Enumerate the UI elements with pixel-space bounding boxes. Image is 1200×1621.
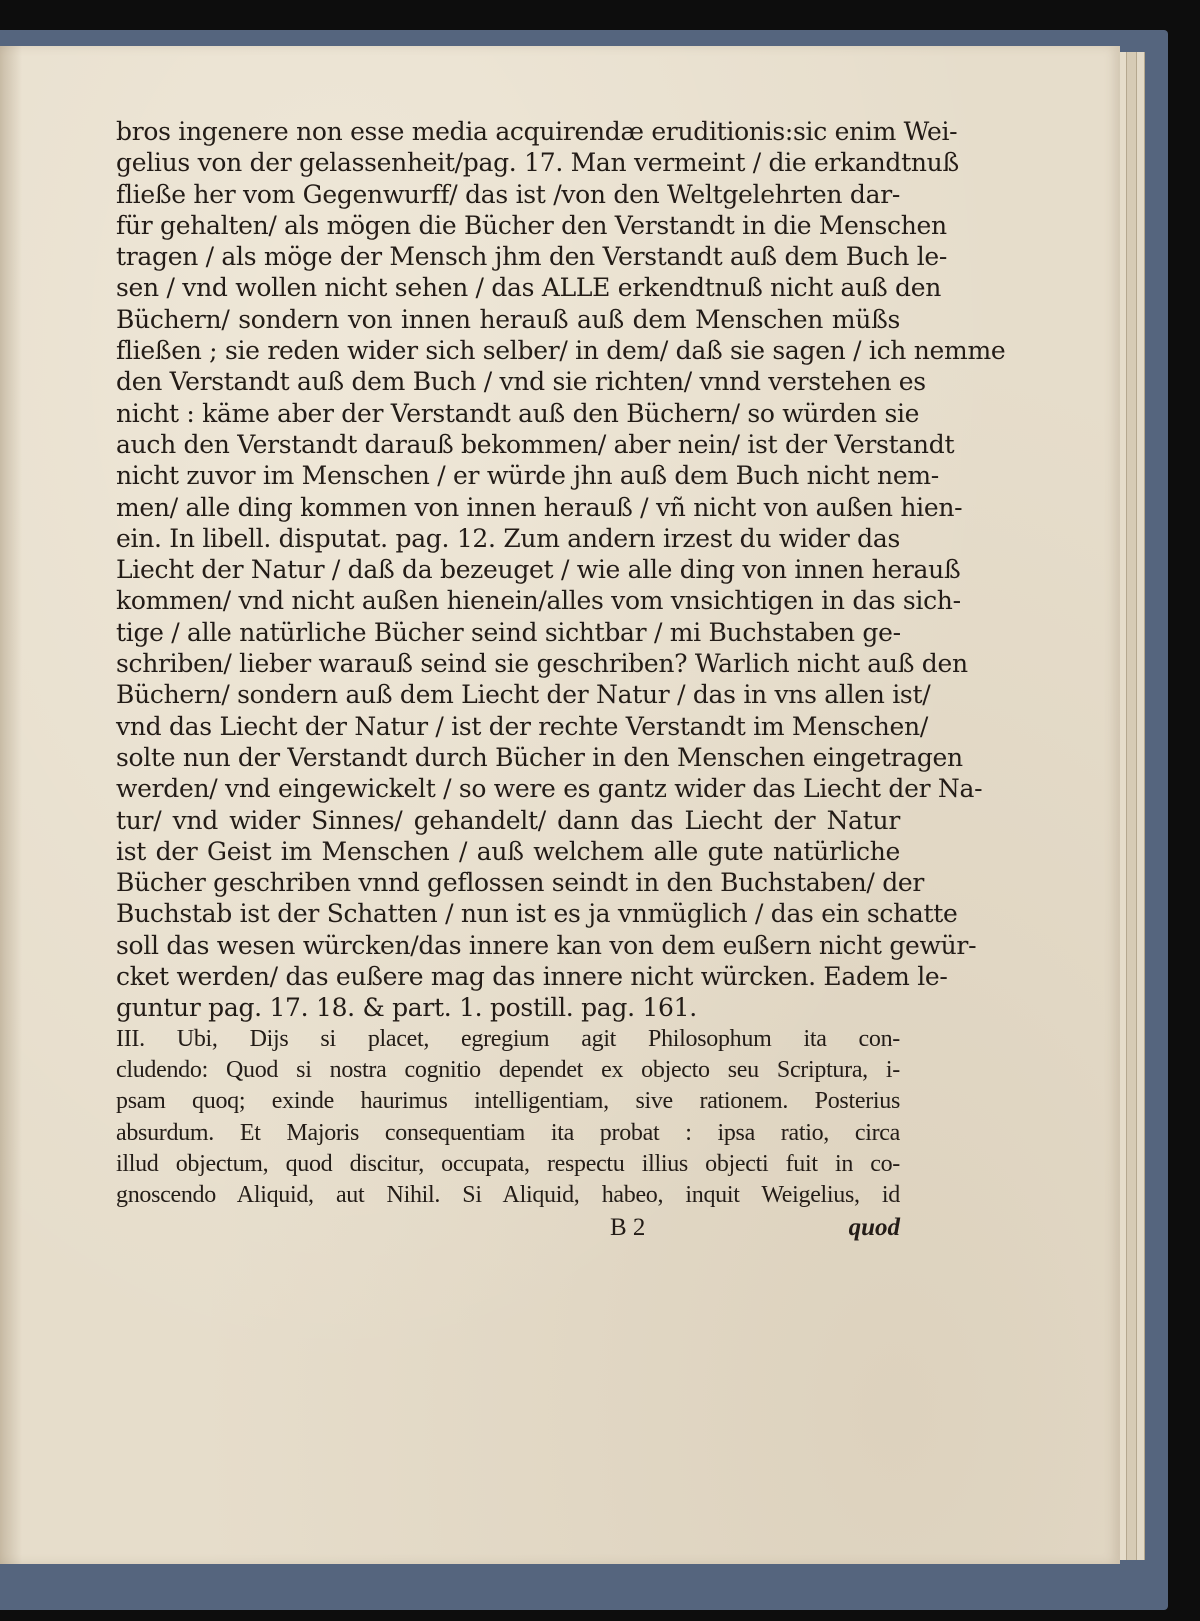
text-line: psam quoq; exinde haurimus intelligentiam, sive rationem. Posterius	[116, 1088, 900, 1115]
text-line: gelius von der gelassenheit/pag. 17. Man vermeint / die erkandtnuß	[116, 148, 959, 178]
catchword: quod	[848, 1214, 900, 1242]
text-line: bros ingenere non esse media acquirendæ eruditionis:sic enim Wei-	[116, 117, 958, 146]
text-line: für gehalten/ als mögen die Bücher den Verstandt in die Menschen	[116, 210, 947, 240]
text-line: III. Ubi, Dijs si placet, egregium agit Philosophum ita con-	[116, 1025, 900, 1052]
text-line: ist der Geist im Menschen / auß welchem alle gute natürliche	[116, 836, 900, 866]
text-line: soll das wesen würcken/das innere kan von dem eußern nicht gewür-	[116, 930, 977, 960]
gutter-shadow	[0, 46, 22, 1564]
book-page	[0, 46, 1120, 1564]
text-line: auch den Verstandt darauß bekommen/ aber nein/ ist der Verstandt	[116, 429, 955, 459]
text-line: schriben/ lieber warauß seind sie geschriben? Warlich nicht auß den	[116, 649, 968, 679]
text-line: Bücher geschriben vnnd geflossen seindt in den Buchstaben/ der	[116, 868, 925, 898]
text-line: Büchern/ sondern von innen herauß auß dem Menschen müßs	[116, 304, 900, 334]
text-line: nicht : käme aber der Verstandt auß den Büchern/ so würden sie	[116, 398, 920, 428]
text-line: Buchstab ist der Schatten / nun ist es ja vnmüglich / das ein schatte	[116, 899, 958, 929]
text-line: tur/ vnd wider Sinnes/ gehandelt/ dann das Liecht der Natur	[116, 805, 900, 835]
text-line: illud objectum, quod discitur, occupata, respectu illius objecti fuit in co-	[116, 1150, 900, 1177]
text-line: tige / alle natürliche Bücher seind sichtbar / mi Buchstaben ge-	[116, 617, 901, 647]
text-line: Liecht der Natur / daß da bezeuget / wie alle ding von innen herauß	[116, 555, 961, 585]
text-line: den Verstandt auß dem Buch / vnd sie richten/ vnnd verstehen es	[116, 367, 926, 397]
text-line: Büchern/ sondern auß dem Liecht der Natur / das in vns allen ist/	[116, 680, 931, 710]
text-line: tragen / als möge der Mensch jhm den Verstandt auß dem Buch le-	[116, 242, 948, 272]
text-line: guntur pag. 17. 18. & part. 1. postill. pag. 161.	[116, 993, 697, 1023]
text-line: absurdum. Et Majoris consequentiam ita probat : ipsa ratio, circa	[116, 1119, 900, 1146]
text-line: ein. In libell. disputat. pag. 12. Zum andern irzest du wider das	[116, 523, 900, 553]
text-line: kommen/ vnd nicht außen hienein/alles vom vnsichtigen in das sich-	[116, 586, 961, 616]
text-line: solte nun der Verstandt durch Bücher in den Menschen eingetragen	[116, 742, 963, 772]
text-line: men/ alle ding kommen von innen herauß / vñ nicht von außen hien-	[116, 492, 963, 522]
text-line: vnd das Liecht der Natur / ist der rechte Verstandt im Menschen/	[116, 711, 928, 741]
text-line: sen / vnd wollen nicht sehen / das ALLE erkendtnuß nicht auß den	[116, 273, 942, 303]
page-text	[116, 116, 1006, 1245]
page-footer	[116, 1211, 900, 1245]
text-line: werden/ vnd eingewickelt / so were es gantz wider das Liecht der Na-	[116, 774, 983, 804]
text-line: cket werden/ das eußere mag das innere nicht würcken. Eadem le-	[116, 962, 948, 992]
text-line: cludendo: Quod si nostra cognitio dependet ex objecto seu Scriptura, i-	[116, 1056, 900, 1083]
text-line: gnoscendo Aliquid, aut Nihil. Si Aliquid, habeo, inquit Weigelius, id	[116, 1182, 900, 1209]
text-line: fließe her vom Gegenwurff/ das ist /von den Weltgelehrten dar-	[116, 179, 900, 209]
text-line: nicht zuvor im Menschen / er würde jhn auß dem Buch nicht nem-	[116, 461, 939, 491]
text-line: fließen ; sie reden wider sich selber/ in dem/ daß sie sagen / ich nemme	[116, 336, 1006, 366]
signature-mark: B 2	[610, 1214, 646, 1242]
